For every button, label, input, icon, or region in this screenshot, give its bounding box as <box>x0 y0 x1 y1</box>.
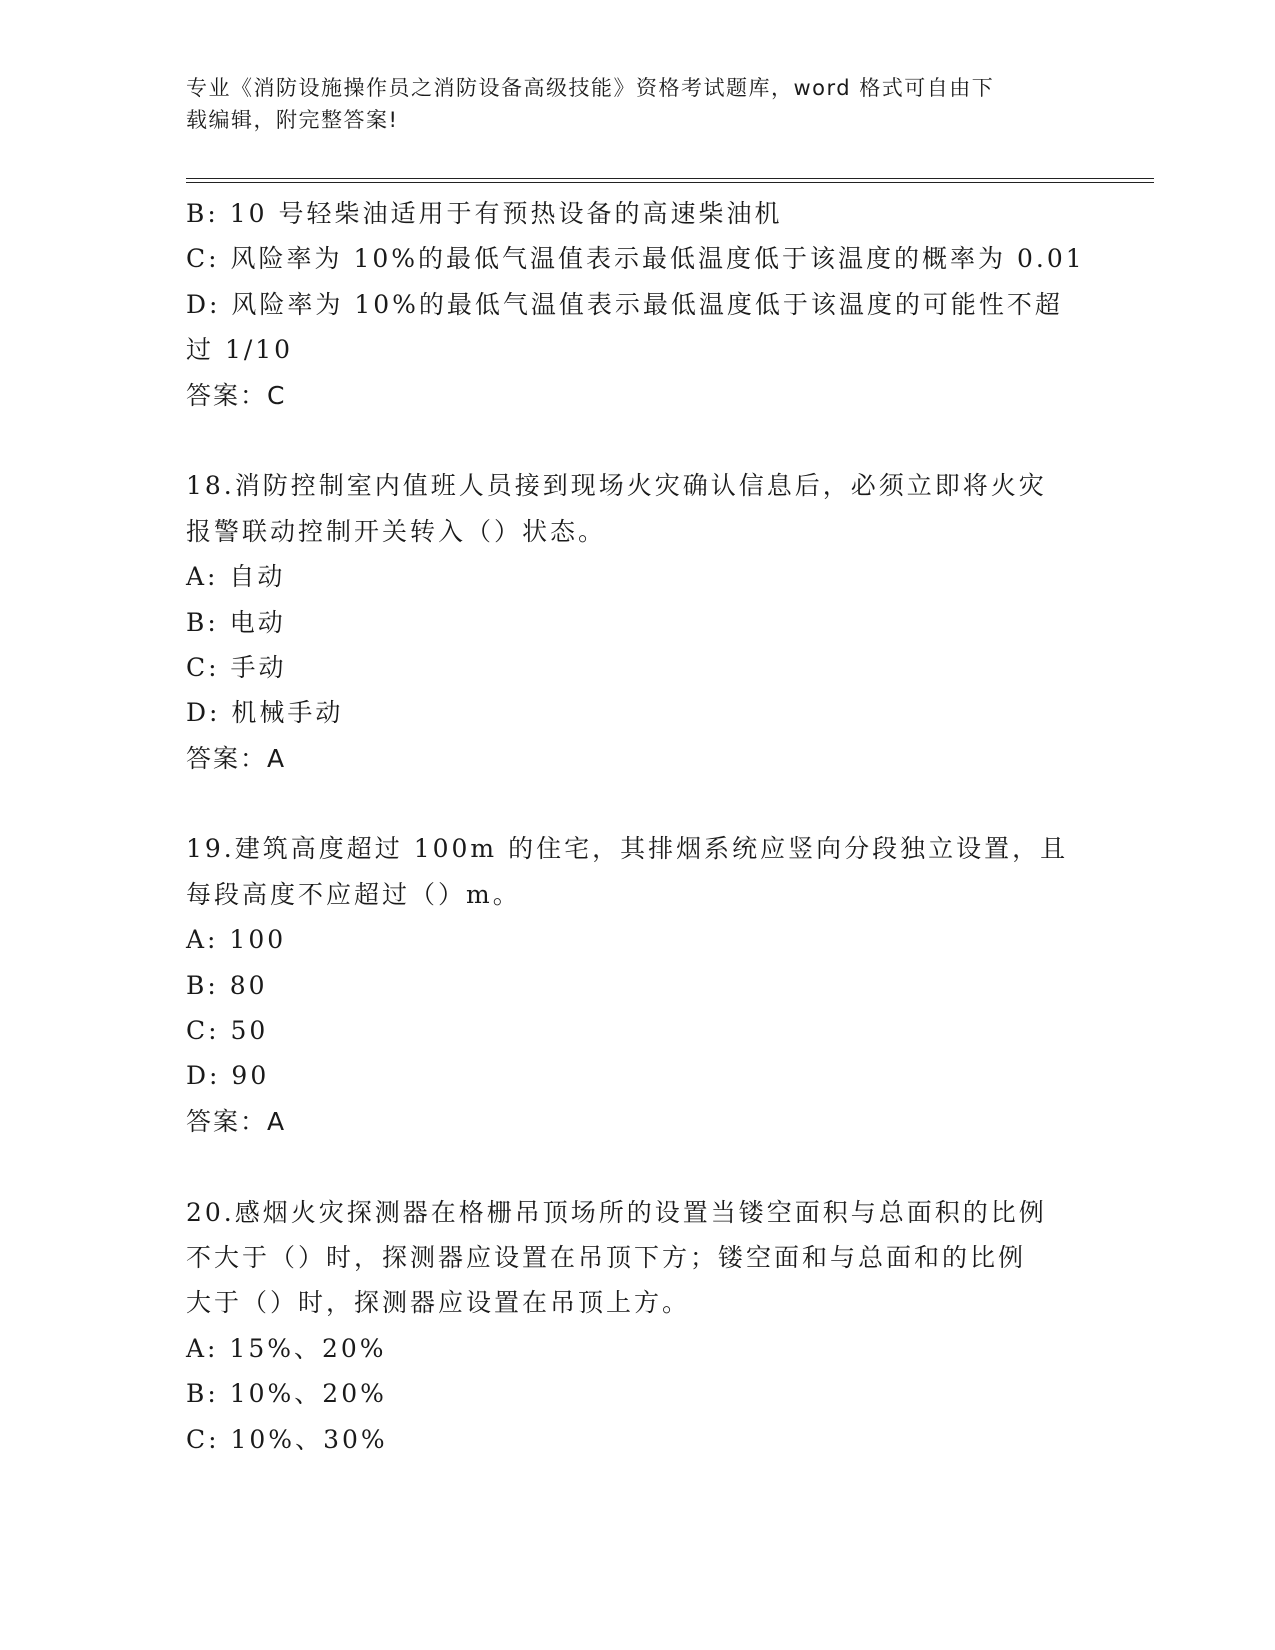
header-divider-top <box>186 178 1154 179</box>
question-18 <box>186 463 1076 781</box>
spacer <box>186 418 1076 463</box>
option-a: A: 100 <box>186 925 287 955</box>
option-b: B: 电动 <box>186 607 286 637</box>
question-20 <box>186 1190 1076 1462</box>
spacer <box>186 781 1076 826</box>
question-17-continued <box>186 191 1085 418</box>
question-stem-continued: 不大于（）时，探测器应设置在吊顶下方；镂空面和与总面和的比例 <box>186 1242 1027 1272</box>
question-stem-continued: 大于（）时，探测器应设置在吊顶上方。 <box>186 1288 691 1318</box>
option-b: B: 10 号轻柴油适用于有预热设备的高速柴油机 <box>186 199 783 228</box>
option-d-continued: 过 1/10 <box>186 335 294 365</box>
option-a: A: 自动 <box>186 562 286 592</box>
question-stem: 19.建筑高度超过 100m 的住宅，其排烟系统应竖向分段独立设置，且 <box>186 834 1069 864</box>
header-divider-bottom <box>186 182 1154 183</box>
question-stem-continued: 每段高度不应超过（）m。 <box>186 879 521 909</box>
document-body <box>186 191 1085 1462</box>
option-c: C: 风险率为 10%的最低气温值表示最低温度低于该温度的概率为 0.01 <box>186 244 1085 274</box>
option-d: D: 风险率为 10%的最低气温值表示最低温度低于该温度的可能性不超 <box>186 289 1063 319</box>
question-stem: 20.感烟火灾探测器在格栅吊顶场所的设置当镂空面积与总面积的比例 <box>186 1197 1047 1227</box>
option-c: C: 手动 <box>186 652 287 682</box>
spacer <box>186 1144 1076 1189</box>
question-stem-continued: 报警联动控制开关转入（）状态。 <box>186 516 607 546</box>
option-a: A: 15%、20% <box>186 1333 387 1363</box>
document-header <box>186 72 1076 136</box>
question-stem: 18.消防控制室内值班人员接到现场火灾确认信息后，必须立即将火灾 <box>186 471 1047 501</box>
answer: 答案：A <box>186 1106 287 1136</box>
option-d: D: 90 <box>186 1061 270 1091</box>
answer: 答案：A <box>186 743 287 773</box>
option-b: B: 10%、20% <box>186 1379 387 1409</box>
answer: 答案：C <box>186 380 287 410</box>
option-c: C: 10%、30% <box>186 1424 388 1454</box>
header-line-2: 载编辑，附完整答案! <box>186 108 399 132</box>
question-19 <box>186 826 1076 1144</box>
option-c: C: 50 <box>186 1016 269 1046</box>
header-line-1: 专业《消防设施操作员之消防设备高级技能》资格考试题库，word 格式可自由下 <box>186 76 995 100</box>
option-b: B: 80 <box>186 970 268 1000</box>
option-d: D: 机械手动 <box>186 698 344 728</box>
